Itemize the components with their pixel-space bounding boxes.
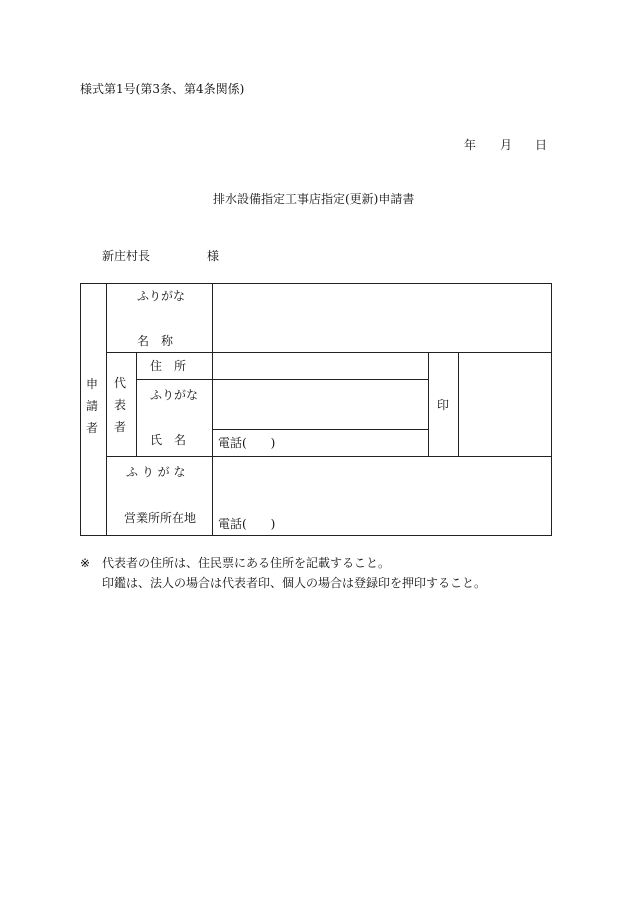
table-border-right [551,283,552,536]
name-value-cell[interactable] [213,284,551,352]
date-year: 年 [464,138,477,152]
name-furigana-label: ふりがな [137,289,186,303]
rep-name-label: 氏 名 [150,433,187,447]
divider-applicant-column [106,283,107,536]
addressee-name: 新庄村長 [102,249,151,263]
divider-representative-column [136,352,137,456]
date-day: 日 [535,138,548,152]
form-number: 様式第1号(第3条、第4条関係) [80,82,245,96]
office-furigana-label: ふ り が な [126,465,186,479]
document-title: 排水設備指定工事店指定(更新)申請書 [213,192,415,206]
office-location-label: 営業所所在地 [124,511,197,525]
rep-name-value-cell[interactable] [213,380,428,429]
seal-value-cell[interactable] [459,353,551,456]
name-label: 名 称 [137,334,174,348]
date-month: 月 [500,138,513,152]
address-value-cell[interactable] [213,353,428,379]
addressee-honorific: 様 [207,249,220,263]
note-line-2: 印鑑は、法人の場合は代表者印、個人の場合は登録印を押印すること。 [102,576,487,590]
note-line-1: 代表者の住所は、住民票にある住所を記載すること。 [102,556,391,570]
divider-phone-row [212,429,428,430]
table-border-left [80,283,81,536]
representative-label-text: 代表者 [113,376,126,434]
divider-seal-left [428,352,429,456]
representative-label [113,372,127,438]
phone-label: 電話( ) [218,436,276,450]
table-border-bottom [80,535,552,536]
seal-label: 印 [437,398,450,412]
applicant-label-text: 申請者 [85,377,98,435]
address-label: 住 所 [150,359,187,373]
office-phone-label: 電話( ) [218,517,276,531]
rep-furigana-label: ふりがな [150,388,199,402]
applicant-label [85,373,99,439]
note-mark: ※ [80,556,91,570]
